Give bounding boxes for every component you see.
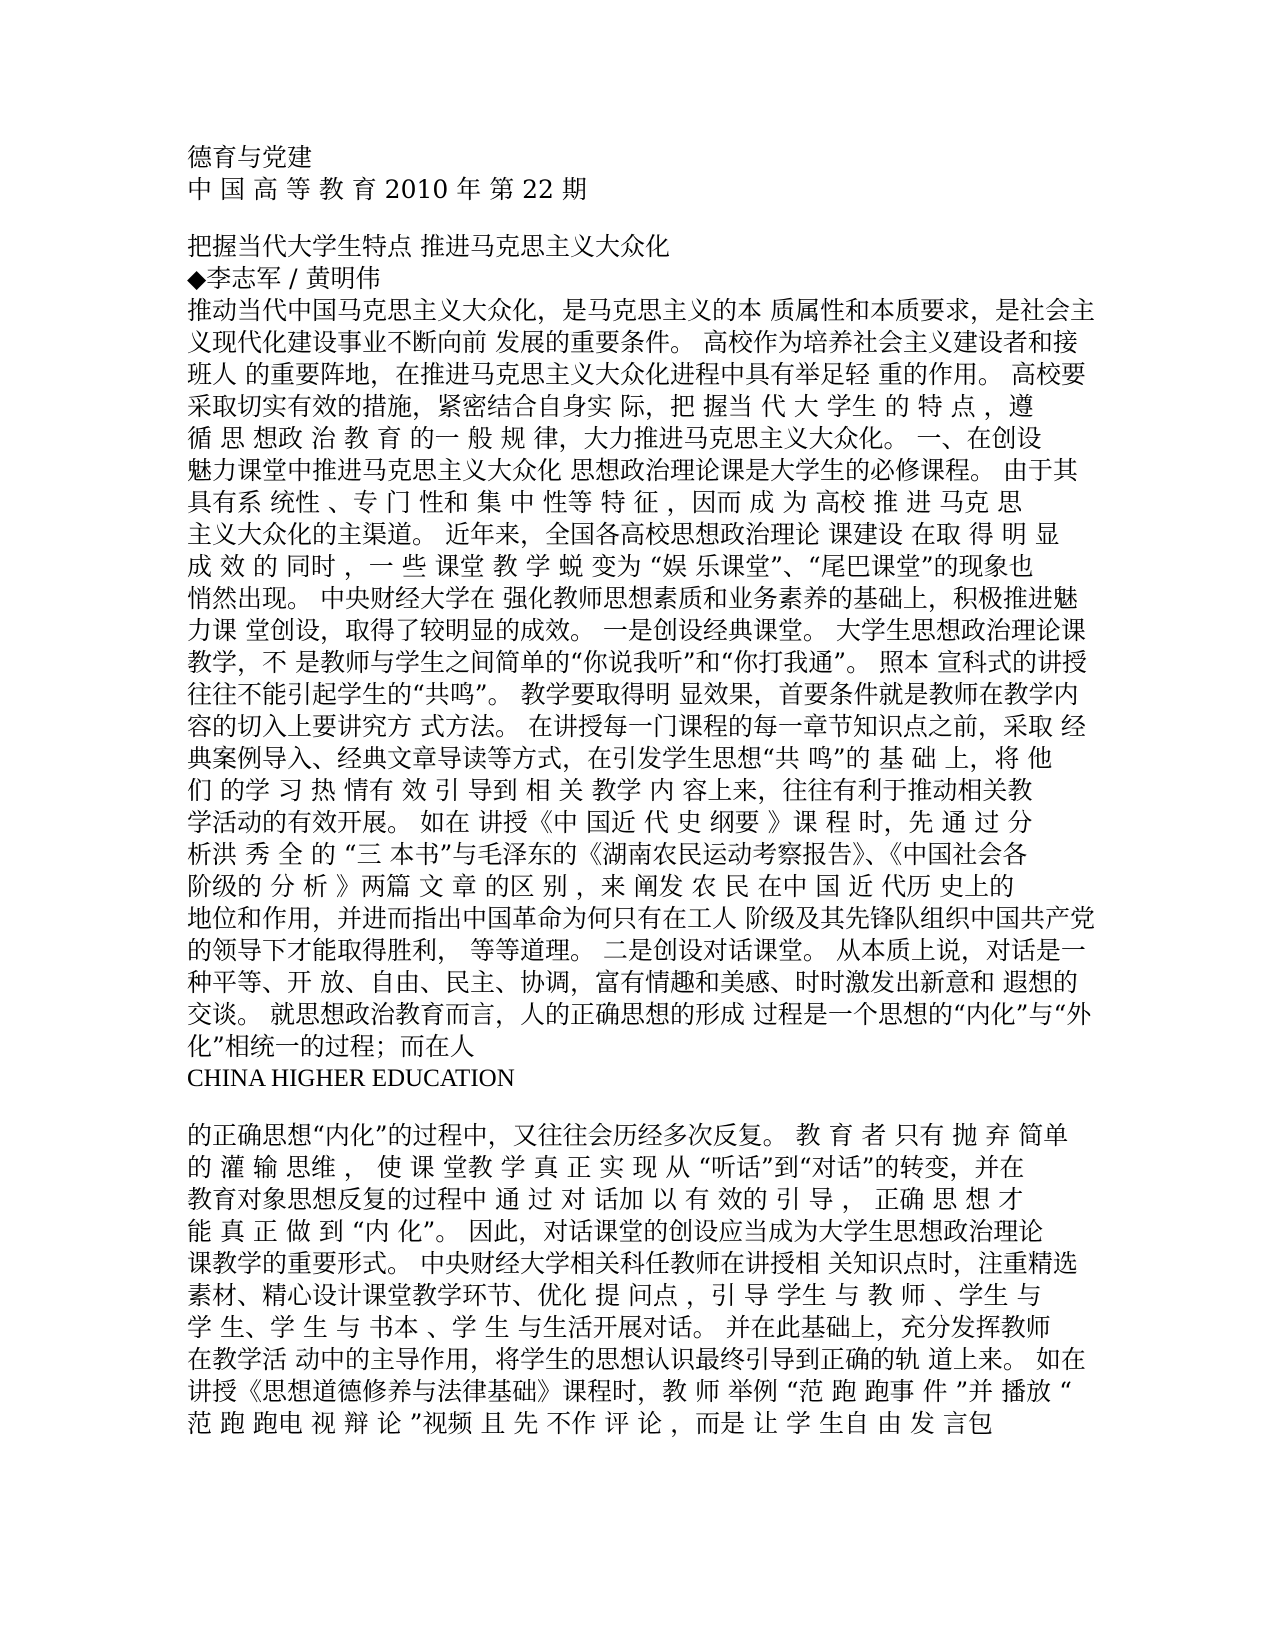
body-line: 学 生、学 生 与 书本 、学 生 与生活开展对话。 并在此基础上，充分发挥教师 <box>187 1313 1051 1342</box>
body-line: 班人 的重要阵地，在推进马克思主义大众化进程中具有举足轻 重的作用。 高校要 <box>187 360 1086 389</box>
body-line: 化”相统一的过程；而在人 <box>187 1032 475 1061</box>
body-line: 循 思 想政 治 教 育 的一 般 规 律，大力推进马克思主义大众化。 一、在创设 <box>187 424 1042 453</box>
body-line: 素材、精心设计课堂教学环节、优化 提 问点 ，引 导 学生 与 教 师 、学生 与 <box>187 1281 1042 1310</box>
body-line: 的 灌 输 思维 ， 使 课 堂教 学 真 正 实 现 从 “听话”到“对话”的转变，并在 <box>187 1153 1025 1182</box>
section-heading: 德育与党建 <box>187 143 313 172</box>
journal-issue: 中 国 高 等 教 育 2010 年 第 22 期 <box>187 175 587 204</box>
body-line: 地位和作用，并进而指出中国革命为何只有在工人 阶级及其先锋队组织中国共产党 <box>187 904 1095 933</box>
journal-english-name: CHINA HIGHER EDUCATION <box>187 1065 515 1092</box>
body-line: 教学，不 是教师与学生之间简单的“你说我听”和“你打我通”。 照本 宣科式的讲授 <box>187 648 1087 677</box>
body-line: 学活动的有效开展。 如在 讲授《中 国近 代 史 纲要 》课 程 时，先 通 过 分 <box>187 808 1033 837</box>
body-line: 阶级的 分 析 》两篇 文 章 的区 别 ，来 阐发 农 民 在中 国 近 代历 史上的 <box>187 872 1015 901</box>
body-line: 教育对象思想反复的过程中 通 过 对 话加 以 有 效的 引 导 ， 正确 思 想 才 <box>187 1185 1024 1214</box>
body-line: 讲授《思想道德修养与法律基础》课程时，教 师 举例 “范 跑 跑事 件 ”并 播放 “ <box>187 1377 1072 1406</box>
body-line: 魅力课堂中推进马克思主义大众化 思想政治理论课是大学生的必修课程。 由于其 <box>187 456 1078 485</box>
article-authors: ◆李志军 / 黄明伟 <box>187 264 381 293</box>
body-line: 力课 堂创设，取得了较明显的成效。 一是创设经典课堂。 大学生思想政治理论课 <box>187 616 1086 645</box>
body-line: 课教学的重要形式。 中央财经大学相关科任教师在讲授相 关知识点时，注重精选 <box>187 1249 1078 1278</box>
body-line: 们 的学 习 热 情有 效 引 导到 相 关 教学 内 容上来，往往有利于推动相关教 <box>187 776 1033 805</box>
body-line: 析洪 秀 全 的 “三 本书”与毛泽东的《湖南农民运动考察报告》、《中国社会各 <box>187 840 1028 869</box>
body-line: 采取切实有效的措施，紧密结合自身实 际，把 握当 代 大 学生 的 特 点 ，遵 <box>187 392 1034 421</box>
body-line: 的领导下才能取得胜利， 等等道理。 二是创设对话课堂。 从本质上说，对话是一 <box>187 936 1086 965</box>
body-line: 范 跑 跑电 视 辩 论 ”视频 且 先 不作 评 论 ，而是 让 学 生自 由 发 言包 <box>187 1409 993 1438</box>
body-line: 在教学活 动中的主导作用，将学生的思想认识最终引导到正确的轨 道上来。 如在 <box>187 1345 1086 1374</box>
body-line: 典案例导入、经典文章导读等方式，在引发学生思想“共 鸣”的 基 础 上，将 他 <box>187 744 1053 773</box>
article-title: 把握当代大学生特点 推进马克思主义大众化 <box>187 232 670 261</box>
body-line: 能 真 正 做 到 “内 化”。 因此，对话课堂的创设应当成为大学生思想政治理论 <box>187 1217 1044 1246</box>
body-line: 具有系 统性 、专 门 性和 集 中 性等 特 征 ，因而 成 为 高校 推 进 马克 思 <box>187 488 1023 517</box>
body-line: 推动当代中国马克思主义大众化，是马克思主义的本 质属性和本质要求，是社会主 <box>187 296 1095 325</box>
body-line: 主义大众化的主渠道。 近年来，全国各高校思想政治理论 课建设 在取 得 明 显 <box>187 520 1060 549</box>
body-line: 交谈。 就思想政治教育而言，人的正确思想的形成 过程是一个思想的“内化”与“外 <box>187 1000 1092 1029</box>
body-line: 容的切入上要讲究方 式方法。 在讲授每一门课程的每一章节知识点之前，采取 经 <box>187 712 1086 741</box>
body-line: 种平等、开 放、自由、民主、协调，富有情趣和美感、时时激发出新意和 遐想的 <box>187 968 1078 997</box>
body-line: 义现代化建设事业不断向前 发展的重要条件。 高校作为培养社会主义建设者和接 <box>187 328 1078 357</box>
body-line: 往往不能引起学生的“共鸣”。 教学要取得明 显效果，首要条件就是教师在教学内 <box>187 680 1079 709</box>
body-line: 的正确思想“内化”的过程中，又往往会历经多次反复。 教 育 者 只有 抛 弃 简单 <box>187 1121 1069 1150</box>
body-line: 成 效 的 同时 ，一 些 课堂 教 学 蜕 变为 “娱 乐课堂”、“尾巴课堂”的现象也 <box>187 552 1034 581</box>
body-line: 悄然出现。 中央财经大学在 强化教师思想素质和业务素养的基础上，积极推进魅 <box>187 584 1078 613</box>
